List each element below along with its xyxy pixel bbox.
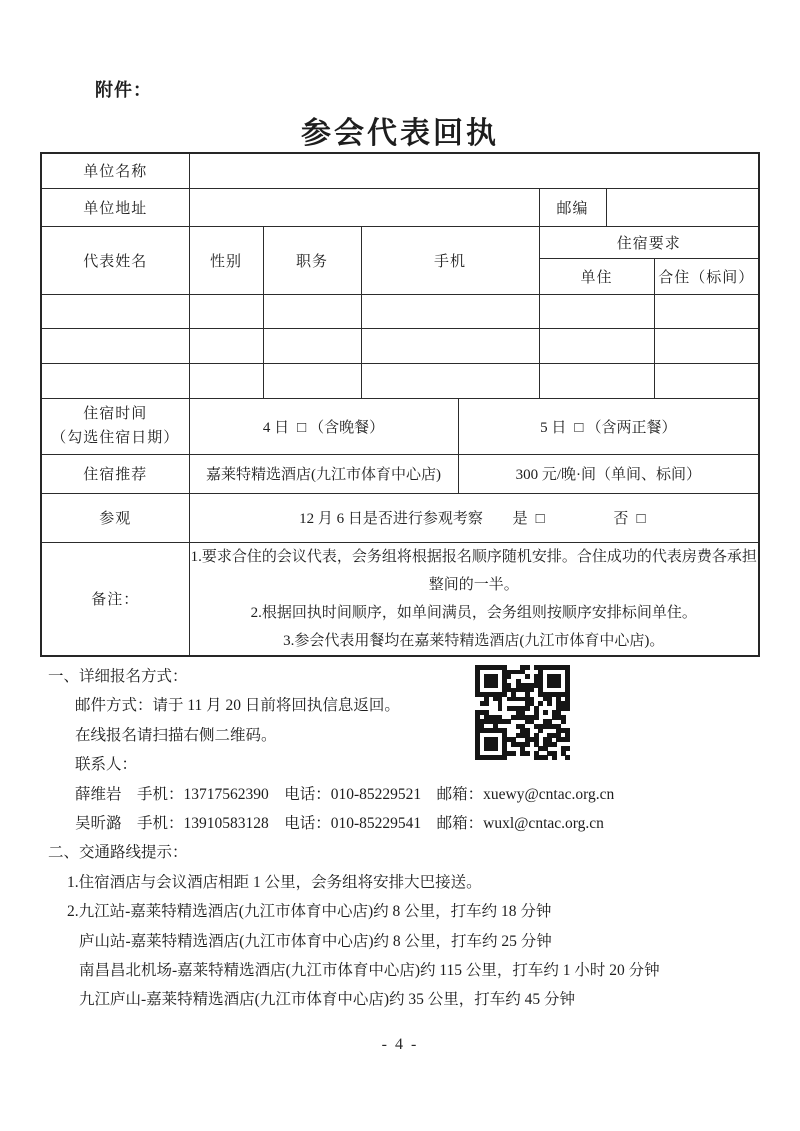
day4-meal-note: （含晚餐）: [309, 419, 385, 436]
checkbox-visit-no[interactable]: □: [636, 511, 646, 527]
rep-gender-cell[interactable]: [189, 328, 263, 363]
remarks-row: [41, 542, 759, 656]
rep-single-cell[interactable]: [539, 363, 654, 398]
postal-code-input-cell[interactable]: [606, 188, 759, 226]
col-header-shared: 合住（标间）: [654, 258, 759, 294]
section-one-heading: [40, 662, 758, 691]
online-registration-line: 在线报名请扫描右侧二维码。: [75, 726, 277, 744]
lodging-time-row: [41, 398, 759, 454]
lodging-recommend-row: [41, 454, 759, 493]
unit-address-input-cell[interactable]: [189, 188, 539, 226]
rep-shared-cell[interactable]: [654, 294, 759, 328]
section-two-heading: [40, 838, 758, 867]
col-header-mobile: 手机: [361, 226, 539, 294]
table-row: [41, 153, 759, 188]
unit-name-label: 单位名称: [41, 153, 189, 188]
traffic-subitem: 庐山站-嘉莱特精选酒店(九江市体育中心店)约 8 公里，打车约 25 分钟: [79, 932, 552, 950]
table-row: [41, 294, 759, 328]
lodging-time-label-line1: 住宿时间: [83, 406, 148, 422]
hotel-price: 300 元/晚·间（单间、标间）: [458, 454, 759, 493]
instructions-block: [40, 662, 758, 1015]
lodging-day5-cell: [458, 398, 759, 454]
remarks-item: 3.参会代表用餐均在嘉莱特精选酒店(九江市体育中心店)。: [283, 632, 665, 649]
rep-shared-cell[interactable]: [654, 328, 759, 363]
section-two-number: 二、: [48, 844, 80, 862]
section-two-title: 交通路线提示：: [79, 844, 188, 862]
remarks-body: [189, 542, 759, 656]
traffic-subitem: 九江庐山-嘉莱特精选酒店(九江市体育中心店)约 35 公里，打车约 45 分钟: [79, 991, 575, 1009]
col-header-lodging-req: 住宿要求: [539, 226, 759, 258]
col-header-position: 职务: [263, 226, 361, 294]
remarks-item: 2.根据回执时间顺序，如单间满员，会务组则按顺序安排标间单住。: [250, 604, 697, 621]
traffic-item: 1.住宿酒店与会议酒店相距 1 公里，会务组将安排大巴接送。: [67, 873, 482, 891]
lodging-recommend-label: 住宿推荐: [41, 454, 189, 493]
table-row: [41, 188, 759, 226]
reply-form-table: [40, 152, 760, 657]
page-number: - 4 -: [381, 1036, 419, 1053]
rep-position-cell[interactable]: [263, 363, 361, 398]
visit-question-cell: [189, 493, 759, 542]
visit-yes-text: 是: [512, 511, 528, 527]
checkbox-day4[interactable]: □: [297, 419, 307, 436]
table-header-row: [41, 226, 759, 258]
contact-line: 薛维岩 手机：13717562390 电话：010-85229521 邮箱：xuewy@cntac.org.cn: [75, 785, 615, 803]
remarks-label: 备注：: [41, 542, 189, 656]
postal-code-label: 邮编: [539, 188, 606, 226]
day4-text: 4 日: [262, 419, 290, 436]
traffic-subitem: 南昌昌北机场-嘉莱特精选酒店(九江市体育中心店)约 115 公里，打车约 1 小时 20 分钟: [79, 961, 660, 979]
lodging-time-label-line2: （勾选住宿日期）: [51, 430, 180, 446]
rep-position-cell[interactable]: [263, 294, 361, 328]
table-row: [41, 328, 759, 363]
table-row: [41, 363, 759, 398]
col-header-gender: 性别: [189, 226, 263, 294]
visit-label: 参观: [41, 493, 189, 542]
visit-question: 12 月 6 日是否进行参观考察: [299, 511, 483, 527]
rep-position-cell[interactable]: [263, 328, 361, 363]
visit-no-text: 否: [613, 511, 629, 527]
rep-gender-cell[interactable]: [189, 363, 263, 398]
rep-gender-cell[interactable]: [189, 294, 263, 328]
traffic-item: 2.九江站-嘉莱特精选酒店(九江市体育中心店)约 8 公里，打车约 18 分钟: [67, 903, 552, 921]
col-header-name: 代表姓名: [41, 226, 189, 294]
rep-mobile-cell[interactable]: [361, 294, 539, 328]
day5-meal-note: （含两正餐）: [586, 419, 677, 436]
rep-name-cell[interactable]: [41, 328, 189, 363]
page-title: 参会代表回执: [301, 117, 499, 150]
contact-label: 联系人：: [75, 756, 138, 774]
rep-mobile-cell[interactable]: [361, 363, 539, 398]
unit-name-input-cell[interactable]: [189, 153, 759, 188]
section-one-number: 一、: [48, 668, 80, 685]
attachment-label: 附件：: [95, 80, 152, 100]
day5-text: 5 日: [540, 419, 567, 436]
unit-address-label: 单位地址: [41, 188, 189, 226]
col-header-single: 单住: [539, 258, 654, 294]
rep-shared-cell[interactable]: [654, 363, 759, 398]
registration-qr-code: [475, 665, 570, 760]
checkbox-day5[interactable]: □: [574, 419, 584, 436]
contact-line: 吴昕潞 手机：13910583128 电话：010-85229541 邮箱：wuxl@cntac.org.cn: [75, 814, 604, 832]
rep-mobile-cell[interactable]: [361, 328, 539, 363]
rep-name-cell[interactable]: [41, 363, 189, 398]
rep-single-cell[interactable]: [539, 294, 654, 328]
lodging-day4-cell: [189, 398, 458, 454]
rep-single-cell[interactable]: [539, 328, 654, 363]
remarks-item: 1.要求合住的会议代表，会务组将根据报名顺序随机安排。合住成功的代表房费各承担整间的一半。: [190, 548, 757, 593]
visit-row: [41, 493, 759, 542]
section-one-title: 详细报名方式：: [79, 668, 188, 685]
email-instruction-line: 邮件方式：请于 11 月 20 日前将回执信息返回。: [75, 697, 400, 715]
hotel-name: 嘉莱特精选酒店(九江市体育中心店): [189, 454, 458, 493]
lodging-time-label: [41, 398, 189, 454]
rep-name-cell[interactable]: [41, 294, 189, 328]
checkbox-visit-yes[interactable]: □: [535, 511, 545, 527]
